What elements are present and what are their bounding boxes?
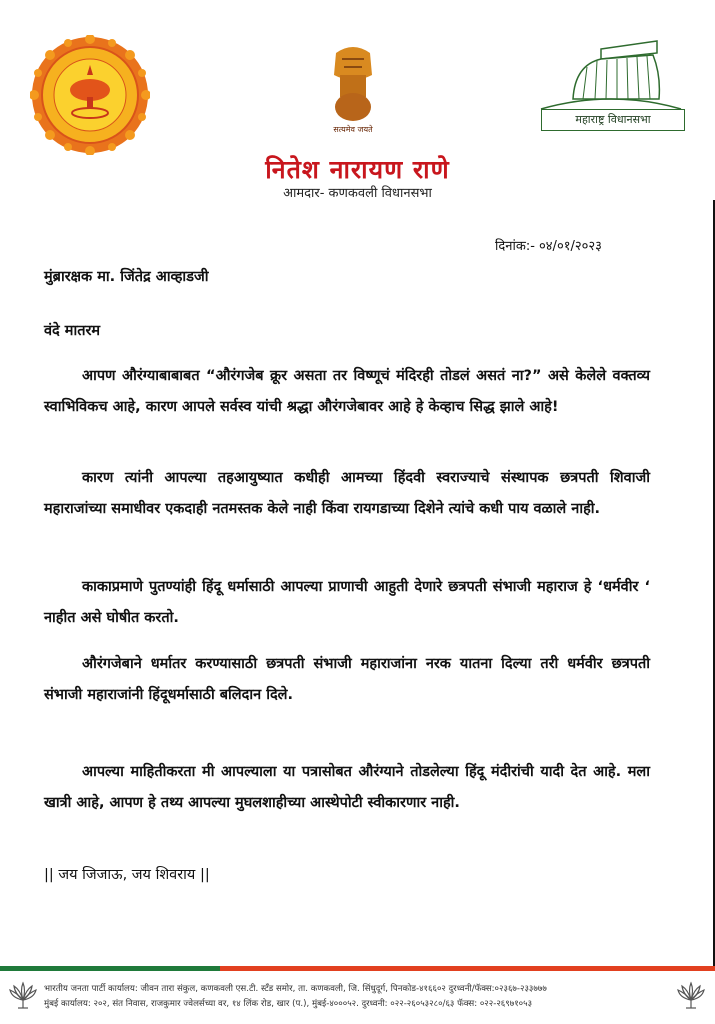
lotus-icon — [676, 980, 706, 1010]
footer-color-bar — [0, 966, 715, 971]
paragraph-3: काकाप्रमाणे पुतण्यांही हिंदू धर्मासाठी आपल्या प्राणाची आहुती देणारे छत्रपती संभाजी महाराज हे ‘धर्मवीर ‘ नाहीत असे घोषीत करतो. — [44, 579, 650, 626]
closing-slogan: || जय जिजाऊ, जय शिवराय || — [44, 867, 210, 883]
paragraph-4: औरंगजेबाने धर्मातर करण्यासाठी छत्रपती संभाजी महाराजांना नरक यातना दिल्या तरी धर्मवीर छत्रपती संभाजी महाराजांनी हिंदूधर्मासाठी बलिदान दिले. — [44, 656, 650, 703]
salutation: मुंब्रारक्षक मा. जिंतेद्र आव्हाडजी — [44, 269, 209, 285]
paragraph-5: आपल्या माहितीकरता मी आपल्याला या पत्रासोबत औरंग्याने तोडलेल्या हिंदू मंदीरांची यादी देत आहे. मला खात्री आहे, आपण हे तथ्य आपल्या मुघलशाहीच्या आस्थेपोटी स्वीकारणार नाही. — [44, 764, 650, 811]
greeting: वंदे मातरम — [44, 323, 101, 339]
letter-date: दिनांक:- ०४/०१/२०२३ — [495, 239, 602, 254]
footer-bar-red — [220, 966, 715, 971]
emblem-caption: सत्यमेव जयते — [333, 125, 373, 134]
mla-designation: आमदार- कणकवली विधानसभा — [283, 186, 432, 201]
footer-address-mumbai: मुंबई कार्यालय: २०२, संत निवास, राजकुमार ज्वेलर्सच्या वर, १४ लिंक रोड, खार (प.), मुंबई-४०००५२. दुरध्वनी: ०२२-२६०५३२८०/६३ फॅक्स: ०२२-२६९७१०५३ — [44, 999, 533, 1009]
mla-name: नितेश नारायण राणे — [265, 155, 450, 184]
footer-bar-green — [0, 966, 220, 971]
paragraph-1: आपण औरंग्याबाबाबत “औरंगजेब क्रूर असता तर विष्णूचं मंदिरही तोडलं असतं ना?” असे केलेले वक्तव्य स्वाभिविकच आहे, कारण आपले सर्वस्व यांची श्रद्धा औरंगजेबावर आहे हे केव्हाच सिद्ध झाले आहे! — [44, 368, 650, 415]
paragraph-2: कारण त्यांनी आपल्या तहआयुष्यात कधीही आमच्या हिंदवी स्वराज्याचे संस्थापक छत्रपती शिवाजी महाराजांच्या समाधीवर एकदाही नतमस्तक केले नाही किंवा रायगडाच्या दिशेने त्यांचे कधी पाय वळाले नाही. — [44, 470, 650, 517]
lotus-icon — [8, 980, 38, 1010]
maharashtra-seal-logo — [30, 35, 150, 155]
footer-address-local: भारतीय जनता पार्टी कार्यालय: जीवन तारा संकुल, कणकवली एस.टी. स्टॅंड समोर, ता. कणकवली, जि. सिंधुदूर्ग, पिनकोड-४१६६०२ दुरध्वनी/फॅक्स:०२३६७-२३३७७७ — [44, 984, 547, 994]
vidhansabha-label: महाराष्ट्र विधानसभा — [541, 109, 685, 131]
